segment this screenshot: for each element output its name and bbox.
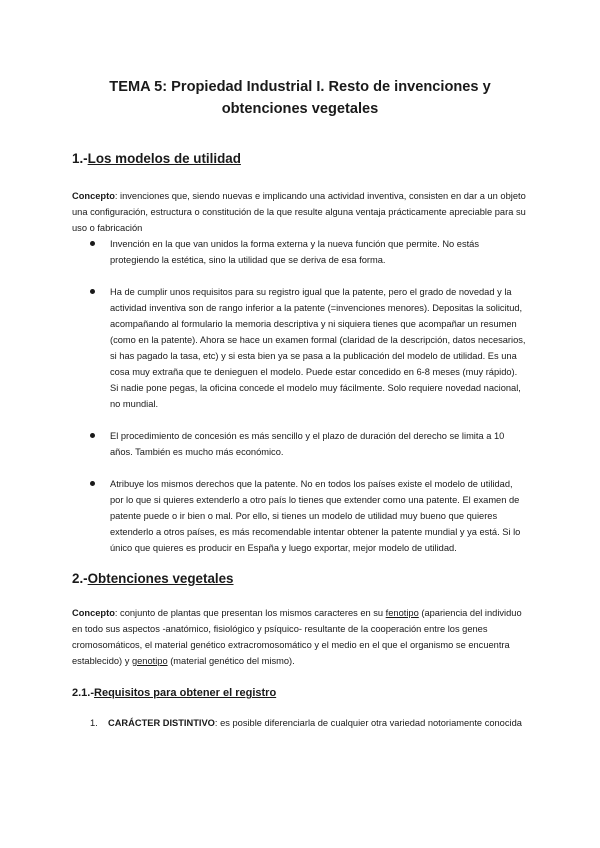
section-2-concept: Concepto: conjunto de plantas que presentan los mismos caracteres en su fenotipo (apariencia del individuo en todo sus aspectos -anatómico, fisiológico y psíquico- resultante de la cooperación entre los genes cromosomáticos, el material genético extracromosomático y el medio en el que el organismo se encuentra establecido) y genotipo (material genético del mismo). — [72, 608, 522, 666]
section-1-bullets — [72, 236, 528, 556]
section-2-number: 2.- — [72, 571, 88, 586]
item-text: : es posible diferenciarla de cualquier otra variedad notoriamente conocida — [214, 718, 522, 728]
bullet-icon — [90, 433, 95, 438]
list-item — [90, 715, 528, 731]
document-title: TEMA 5: Propiedad Industrial I. Resto de invenciones y obtenciones vegetales — [109, 79, 491, 117]
term-genotipo: genotipo — [131, 656, 168, 666]
list-item: El procedimiento de concesión es más sencillo y el plazo de duración del derecho se limita a 10 años. También es mucho más económico. — [82, 428, 528, 460]
subsection-title: Requisitos para obtener el registro — [94, 687, 277, 699]
term-fenotipo: fenotipo — [385, 608, 419, 618]
bullet-icon — [90, 241, 95, 246]
section-1-number: 1.- — [72, 151, 88, 166]
concept-label: Concepto — [72, 608, 115, 618]
requirements-list — [72, 715, 528, 731]
bullet-icon — [90, 289, 95, 294]
list-item: Atribuye los mismos derechos que la patente. No en todos los países existe el modelo de utilidad, por lo que si quieres extenderlo a otro país lo tienes que extender como una patente. El examen de patente puede o ir bien o mal. Por ello, si tienes un modelo de utilidad muy bueno que quieres extenderlo a otros países, es más recomendable intentar obtener la patente mundial y ya está. Si lo único que quieres es producir en España y luego exportar, mejor modelo de utilidad. — [82, 476, 528, 556]
bullet-icon — [90, 481, 95, 486]
subsection-number: 2.1.- — [72, 687, 95, 699]
subsection-2-1-heading — [72, 685, 528, 701]
item-label: CARÁCTER DISTINTIVO — [108, 718, 215, 728]
section-1-title: Los modelos de utilidad — [87, 151, 241, 166]
section-1-concept — [72, 188, 528, 236]
list-item: Ha de cumplir unos requisitos para su registro igual que la patente, pero el grado de novedad y la actividad inventiva son de rango inferior a la patente (=invenciones menores). Depositas la solicitud, acompañando al formulario la memoria descriptiva y ni siquiera tienes que acompañar un resumen (como en la patente). Ahora se hace un examen formal (claridad de la descripción, datos necesarios, si has pagado la tasa, etc) y si esta bien ya se pasa a la publicación del modelo de utilidad. Es una cosa muy extraña que te denieguen el modelo. Puede estar concedido en 6-8 meses (muy rápido). Si nadie pone pegas, la oficina concede el modelo muy fácilmente. Solo requiere novedad nacional, no mundial. — [82, 284, 528, 412]
concept-label: Concepto — [72, 191, 115, 201]
concept-text: : invenciones que, siendo nuevas e implicando una actividad inventiva, consisten en dar a un objeto una configuración, estructura o constitución de la que resulte alguna ventaja prácticamente apreciable para su uso o fabricación — [72, 191, 526, 233]
section-1-heading — [72, 150, 528, 168]
list-item: Invención en la que van unidos la forma externa y la nueva función que permite. No estás protegiendo la estética, sino la utilidad que se deriva de esa forma. — [82, 236, 528, 268]
section-2-heading — [72, 570, 528, 588]
item-number: 1. — [90, 718, 98, 728]
section-2-title: Obtenciones vegetales — [87, 571, 234, 586]
